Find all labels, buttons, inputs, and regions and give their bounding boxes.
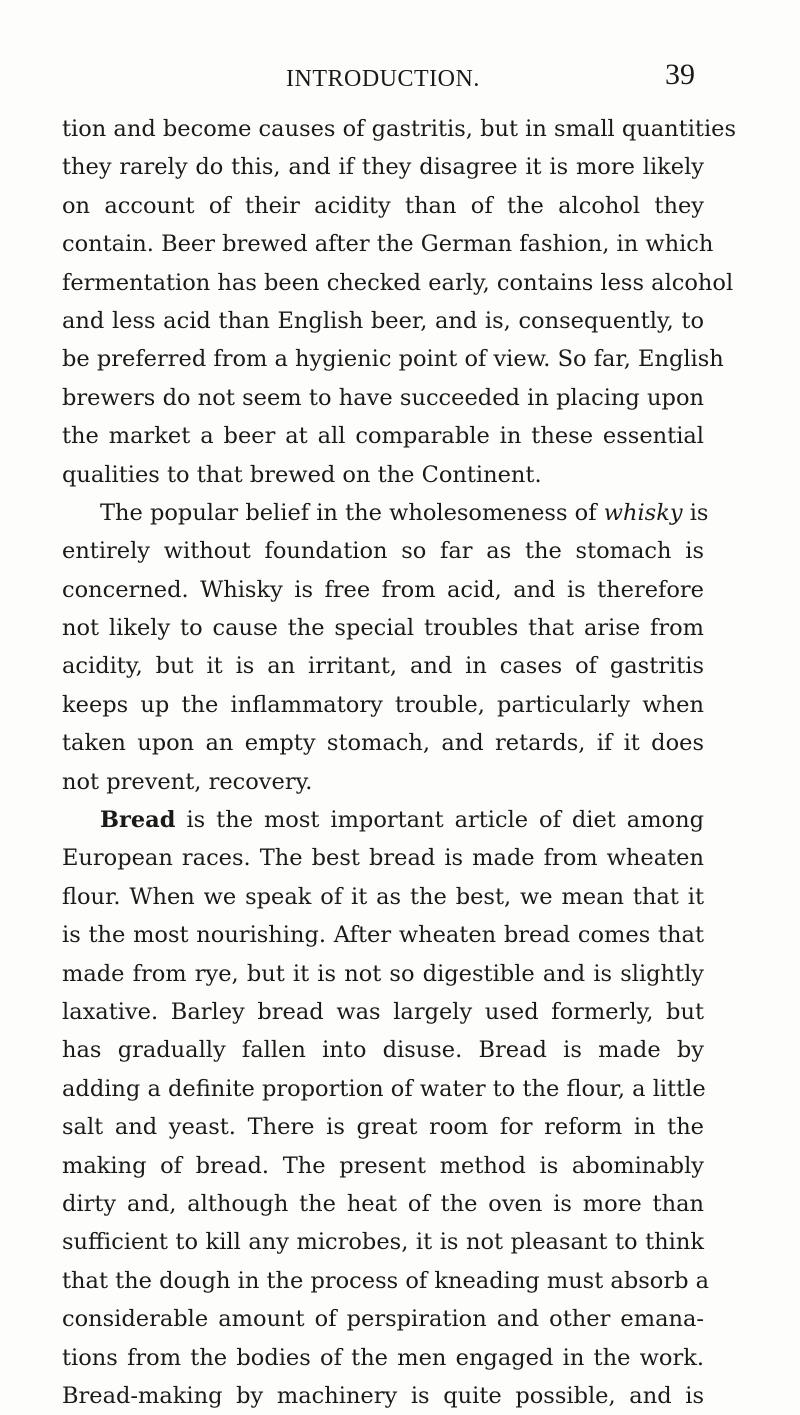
page-number: 39 — [665, 58, 695, 91]
text-segment: not likely to cause the special troubles that arise from — [62, 615, 704, 642]
text-segment: is — [682, 499, 709, 526]
text-segment: European races. The best bread is made from wheaten — [62, 845, 704, 872]
text-line — [62, 686, 704, 724]
text-segment: The popular belief in the wholesomeness of — [100, 499, 604, 526]
text-line — [62, 1031, 704, 1069]
text-line — [62, 302, 704, 340]
text-line — [62, 955, 704, 993]
text-segment: fermentation has been checked early, contains less alcohol — [62, 269, 734, 296]
text-line — [62, 647, 704, 685]
text-line — [62, 1339, 704, 1377]
text-line — [62, 1377, 704, 1415]
text-line — [62, 379, 704, 417]
text-segment: salt and yeast. There is great room for reform in the — [62, 1114, 704, 1141]
text-segment: tion and become causes of gastritis, but in small quantities — [62, 116, 737, 142]
text-segment: Bread-making by machinery is quite possible, and is — [62, 1382, 704, 1409]
text-segment: concerned. Whisky is free from acid, and is therefore — [62, 576, 704, 603]
text-segment: laxative. Barley bread was largely used formerly, but — [62, 998, 704, 1025]
text-segment: taken upon an empty stomach, and retards, if it does — [62, 730, 704, 757]
text-segment: adding a definite proportion of water to the flour, a little — [62, 1075, 706, 1102]
text-segment: is the most important article of diet among — [175, 807, 704, 834]
text-segment: not prevent, recovery. — [62, 768, 313, 795]
text-segment: acidity, but it is an irritant, and in cases of gastritis — [62, 653, 704, 680]
text-line — [62, 1223, 704, 1261]
text-line — [62, 993, 704, 1031]
text-segment: made from rye, but it is not so digestible and is slightly — [62, 960, 704, 987]
text-segment: be preferred from a hygienic point of view. So far, English — [62, 346, 724, 373]
text-line — [62, 1185, 704, 1223]
text-line — [62, 148, 704, 186]
text-line — [62, 187, 704, 225]
text-line — [62, 225, 714, 263]
text-line — [62, 839, 704, 877]
text-segment: qualities to that brewed on the Continent. — [62, 461, 542, 488]
text-segment-italic: whisky — [603, 499, 683, 526]
text-segment-bold: Bread — [100, 807, 176, 834]
text-segment: dirty and, although the heat of the oven is more than — [62, 1190, 704, 1217]
text-line — [62, 264, 734, 302]
text-segment: sufficient to kill any microbes, it is not pleasant to think — [62, 1229, 704, 1256]
text-segment: that the dough in the process of kneading must absorb a — [62, 1267, 710, 1294]
text-segment: contain. Beer brewed after the German fashion, in which — [62, 231, 714, 258]
text-line — [62, 110, 737, 148]
running-head: INTRODUCTION. — [286, 66, 480, 92]
text-line — [62, 878, 704, 916]
text-line — [62, 494, 709, 532]
text-line — [62, 1262, 710, 1300]
text-line — [62, 1070, 704, 1108]
text-line — [62, 571, 704, 609]
body-text — [62, 110, 737, 1415]
text-line — [62, 340, 724, 378]
text-segment: flour. When we speak of it as the best, we mean that it — [62, 883, 704, 910]
text-line — [62, 417, 704, 455]
text-line — [62, 916, 704, 954]
text-line — [62, 532, 704, 570]
text-line — [62, 1300, 704, 1338]
text-line — [62, 609, 704, 647]
text-segment: considerable amount of perspiration and other emana- — [62, 1306, 704, 1333]
text-segment: brewers do not seem to have succeeded in placing upon — [62, 384, 704, 411]
text-segment: has gradually fallen into disuse. Bread is made by — [62, 1037, 704, 1064]
text-line — [62, 724, 704, 762]
text-segment: entirely without foundation so far as the stomach is — [62, 538, 704, 565]
text-segment: keeps up the inflammatory trouble, particularly when — [62, 691, 704, 718]
text-segment: on account of their acidity than of the alcohol they — [62, 192, 704, 219]
text-line — [62, 801, 704, 839]
text-segment: tions from the bodies of the men engaged in the work. — [62, 1344, 704, 1371]
text-line — [62, 456, 704, 494]
text-segment: making of bread. The present method is abominably — [62, 1152, 704, 1179]
text-segment: they rarely do this, and if they disagree it is more likely — [62, 154, 704, 181]
text-segment: is the most nourishing. After wheaten bread comes that — [62, 922, 704, 949]
text-line — [62, 1108, 704, 1146]
text-segment: the market a beer at all comparable in these essential — [62, 423, 704, 450]
text-line — [62, 1147, 704, 1185]
text-segment: and less acid than English beer, and is, consequently, to — [62, 307, 704, 334]
text-line — [62, 763, 704, 801]
